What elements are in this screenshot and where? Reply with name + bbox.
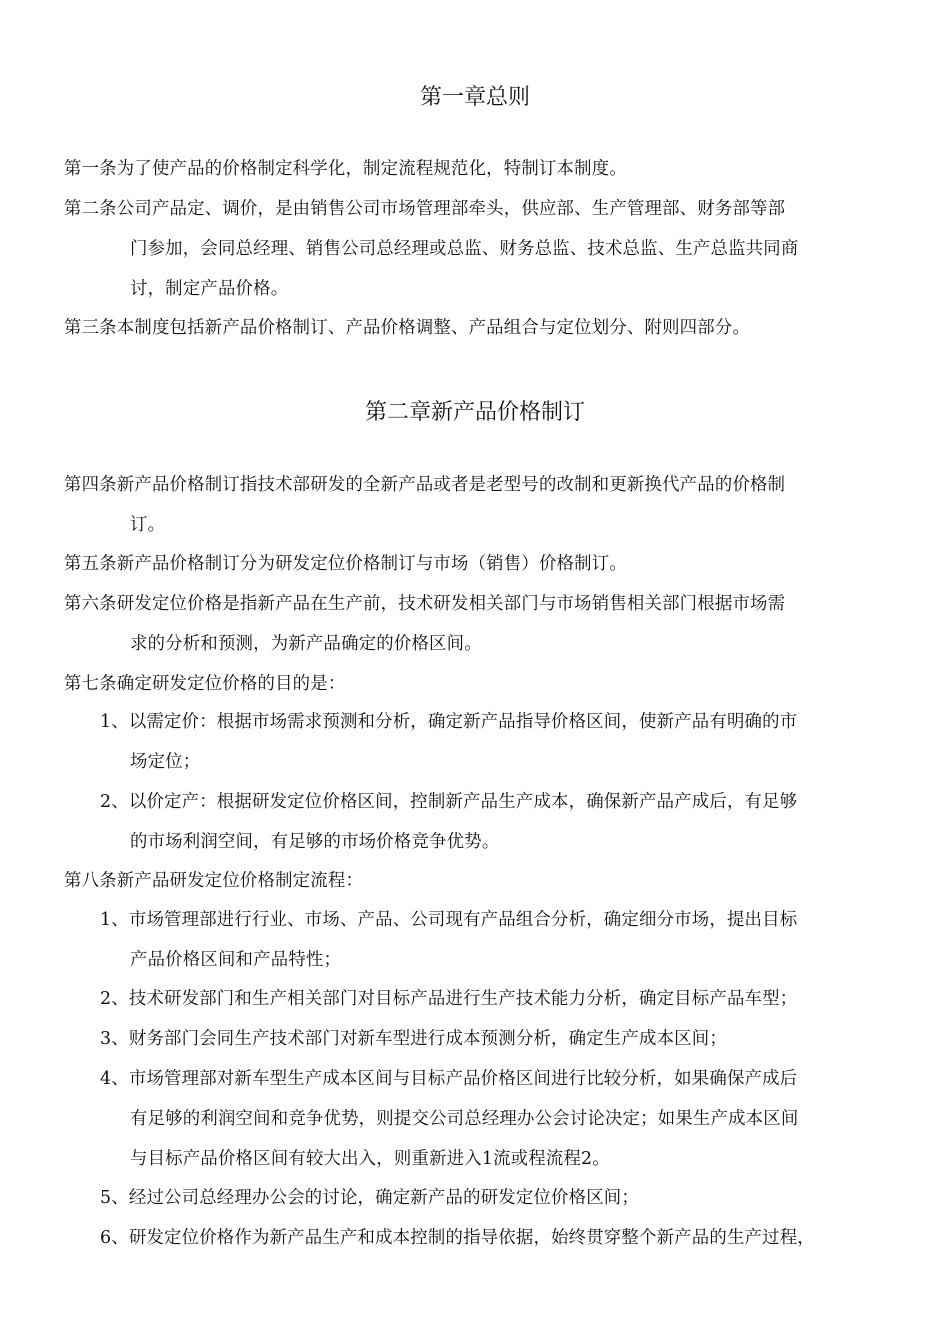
article-3: 第三条本制度包括新产品价格制订、产品价格调整、产品组合与定位划分、附则四部分。 (64, 318, 751, 338)
article-6-line: 求的分析和预测，为新产品确定的价格区间。 (130, 634, 482, 654)
article-7: 第七条确定研发定位价格的目的是： (64, 674, 346, 694)
item-line: 6、研发定位价格作为新产品生产和成本控制的指导依据，始终贯穿整个新产品的生产过程， (100, 1228, 815, 1248)
article-8-item (100, 982, 906, 1022)
article-6 (64, 587, 906, 667)
article-8-item (100, 1221, 906, 1261)
article-4-line: 订。 (130, 515, 166, 535)
item-line: 2、以价定产：根据研发定位价格区间，控制新产品生产成本，确保新产品产成后，有足够 (100, 792, 798, 812)
item-line: 4、市场管理部对新车型生产成本区间与目标产品价格区间进行比较分析，如果确保产成后 (100, 1069, 798, 1089)
article-7-item (100, 785, 906, 865)
article-2 (64, 192, 906, 312)
item-line: 场定位； (130, 752, 201, 772)
item-line: 有足够的利润空间和竞争优势，则提交公司总经理办公会讨论决定；如果生产成本区间 (130, 1109, 799, 1129)
article-8-item (100, 1181, 906, 1221)
article-2-line: 讨，制定产品价格。 (130, 279, 289, 299)
item-line: 产品价格区间和产品特性； (130, 950, 342, 970)
item-line: 3、财务部门会同生产技术部门对新车型进行成本预测分析，确定生产成本区间； (100, 1029, 727, 1049)
chapter2-title: 第二章新产品价格制订 (364, 400, 585, 425)
article-2-line: 门参加，会同总经理、销售公司总经理或总监、财务总监、技术总监、生产总监共同商 (130, 239, 799, 259)
article-4 (64, 468, 906, 548)
item-line: 2、技术研发部门和生产相关部门对目标产品进行生产技术能力分析，确定目标产品车型； (100, 989, 798, 1009)
item-line: 1、以需定价：根据市场需求预测和分析，确定新产品指导价格区间，使新产品有明确的市 (100, 712, 798, 732)
article-2-line: 第二条公司产品定、调价，是由销售公司市场管理部牵头，供应部、生产管理部、财务部等部 (64, 199, 786, 219)
article-8-item (100, 1062, 906, 1182)
article-7-item (100, 705, 906, 785)
article-8-item (100, 1022, 906, 1062)
item-line: 的市场利润空间，有足够的市场价格竞争优势。 (130, 832, 500, 852)
article-1: 第一条为了使产品的价格制定科学化，制定流程规范化，特制订本制度。 (64, 159, 627, 179)
article-8-item (100, 903, 906, 983)
article-4-line: 第四条新产品价格制订指技术部研发的全新产品或者是老型号的改制和更新换代产品的价格制 (64, 475, 786, 495)
article-6-line: 第六条研发定位价格是指新产品在生产前，技术研发相关部门与市场销售相关部门根据市场需 (64, 594, 786, 614)
item-line: 5、经过公司总经理办公会的讨论，确定新产品的研发定位价格区间； (100, 1188, 639, 1208)
chapter1-title: 第一章总则 (419, 85, 530, 110)
item-line: 1、市场管理部进行行业、市场、产品、公司现有产品组合分析，确定细分市场，提出目标 (100, 910, 798, 930)
article-8: 第八条新产品研发定位价格制定流程： (64, 871, 364, 891)
item-line: 与目标产品价格区间有较大出入，则重新进入1流或程流程2。 (130, 1149, 610, 1169)
article-5: 第五条新产品价格制订分为研发定位价格制订与市场（销售）价格制订。 (64, 554, 627, 574)
